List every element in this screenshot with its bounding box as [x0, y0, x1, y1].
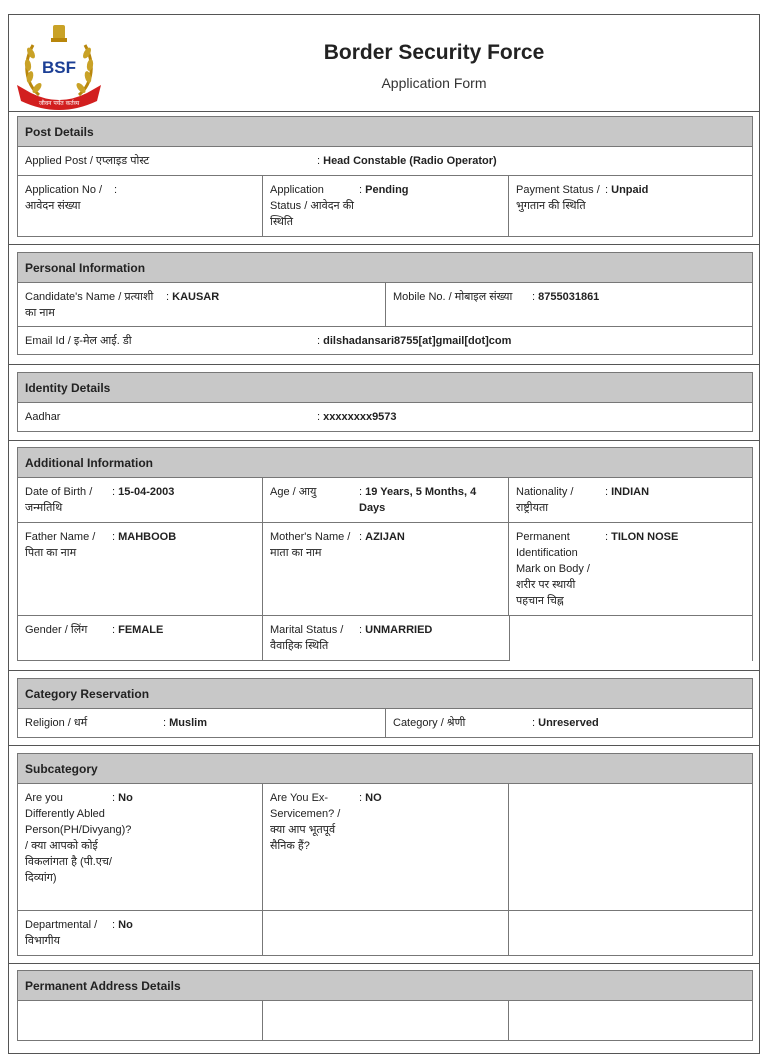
mother-name-label: Mother's Name / माता का नाम	[270, 531, 351, 559]
dob-value: : 15-04-2003	[112, 484, 174, 500]
identification-mark-value: : TILON NOSE	[605, 529, 678, 545]
email-value: : dilshadansari8755[at]gmail[dot]com	[317, 333, 511, 349]
ex-servicemen-value: : NO	[359, 790, 382, 806]
marital-status-label: Marital Status / वैवाहिक स्थिति	[270, 624, 344, 652]
section-heading: Personal Information	[17, 252, 753, 283]
ex-servicemen-label: Are You Ex-Servicemen? / क्या आप भूतपूर्व सैनिक हैं?	[270, 792, 341, 852]
mother-name-value: : AZIJAN	[359, 529, 405, 545]
section-heading: Subcategory	[17, 753, 753, 784]
religion-value: : Muslim	[163, 715, 207, 731]
application-status-label: Application Status / आवेदन की स्थिति	[270, 184, 355, 228]
section-heading: Identity Details	[17, 372, 753, 403]
candidate-name-label: Candidate's Name / प्रत्याशी का नाम	[25, 291, 154, 319]
page-subtitle: Application Form	[381, 75, 487, 91]
marital-status-value: : UNMARRIED	[359, 622, 432, 638]
dob-label: Date of Birth / जन्मतिथि	[25, 486, 93, 514]
differently-abled-label: Are you Differently Abled Person(PH/Divyang)? / क्या आपको कोई विकलांगता है (पी.एच/दिव्यांग)	[25, 792, 132, 884]
section-heading: Category Reservation	[17, 678, 753, 709]
permanent-address-section	[17, 970, 753, 1041]
differently-abled-value: : No	[112, 790, 133, 806]
email-label: Email Id / इ-मेल आई. डी	[25, 335, 132, 347]
divider	[9, 364, 759, 365]
application-no-label: Application No / आवेदन संख्या	[25, 184, 103, 212]
religion-label: Religion / धर्म	[25, 717, 88, 729]
divider	[9, 670, 759, 671]
age-value: : 19 Years, 5 Months, 4 Days	[359, 484, 499, 516]
category-label: Category / श्रेणी	[393, 717, 466, 729]
identification-mark-label: Permanent Identification Mark on Body / शरीर पर स्थायी पहचान चिह्न	[516, 531, 590, 607]
identity-details-section	[17, 372, 753, 432]
svg-text:BSF: BSF	[42, 58, 76, 77]
application-status-value: : Pending	[359, 182, 409, 198]
departmental-row	[17, 911, 753, 956]
application-status-row	[17, 176, 753, 237]
disabled-exserv-row	[17, 784, 753, 911]
personal-information-section	[17, 252, 753, 355]
payment-status-value: : Unpaid	[605, 182, 648, 198]
gender-label: Gender / लिंग	[25, 624, 88, 636]
svg-text:जीवन पर्यंत कर्तव्य: जीवन पर्यंत कर्तव्य	[38, 100, 80, 107]
payment-status-label: Payment Status / भुगतान की स्थिति	[516, 184, 600, 212]
section-heading: Permanent Address Details	[17, 970, 753, 1001]
additional-information-section	[17, 447, 753, 661]
application-form	[8, 14, 760, 1054]
email-row	[17, 327, 753, 355]
post-details-section	[17, 116, 753, 237]
divider	[9, 440, 759, 441]
subcategory-section	[17, 753, 753, 956]
nationality-label: Nationality / राष्ट्रीयता	[516, 486, 574, 514]
dob-age-row	[17, 478, 753, 523]
address-row	[17, 1001, 753, 1041]
bsf-logo-icon	[11, 23, 107, 111]
mobile-value: : 8755031861	[532, 289, 599, 305]
divider	[9, 745, 759, 746]
departmental-value: : No	[112, 917, 133, 933]
form-header	[9, 15, 759, 112]
application-no-value	[114, 182, 117, 198]
aadhar-value: : xxxxxxxx9573	[317, 409, 397, 425]
divider	[9, 963, 759, 964]
applied-post-label: Applied Post / एप्लाइड पोस्ट	[25, 155, 150, 167]
gender-marital-row	[17, 616, 753, 661]
age-label: Age / आयु	[270, 486, 317, 498]
aadhar-label: Aadhar	[25, 411, 61, 423]
name-mobile-row	[17, 283, 753, 327]
father-name-label: Father Name / पिता का नाम	[25, 531, 96, 559]
parents-row	[17, 523, 753, 616]
religion-category-row	[17, 709, 753, 738]
father-name-value: : MAHBOOB	[112, 529, 176, 545]
section-heading: Post Details	[17, 116, 753, 147]
applied-post-value: : Head Constable (Radio Operator)	[317, 153, 497, 169]
candidate-name-value: : KAUSAR	[166, 289, 219, 305]
departmental-label: Departmental / विभागीय	[25, 919, 98, 947]
page-title: Border Security Force	[323, 41, 545, 64]
category-value: : Unreserved	[532, 715, 599, 731]
applied-post-row	[17, 147, 753, 176]
mobile-label: Mobile No. / मोबाइल संख्या	[393, 291, 513, 303]
section-heading: Additional Information	[17, 447, 753, 478]
gender-value: : FEMALE	[112, 622, 163, 638]
category-reservation-section	[17, 678, 753, 738]
divider	[9, 244, 759, 245]
nationality-value: : INDIAN	[605, 484, 649, 500]
aadhar-row	[17, 403, 753, 432]
